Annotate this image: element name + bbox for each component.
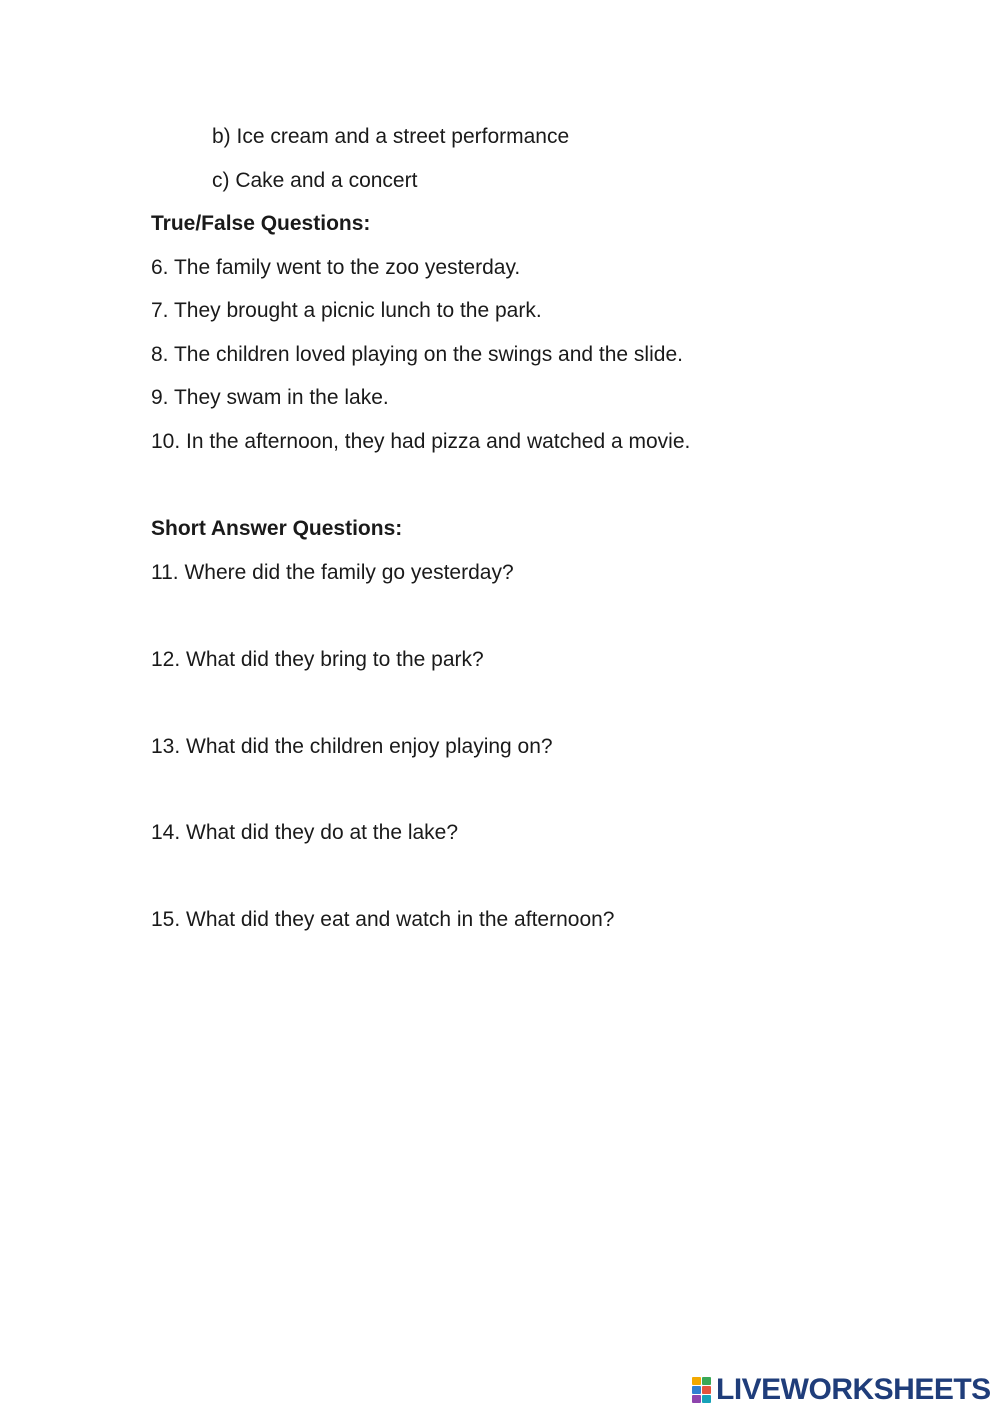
tf-question-9: 9. They swam in the lake. <box>151 386 389 409</box>
tf-question-6: 6. The family went to the zoo yesterday. <box>151 256 521 279</box>
logo-tile <box>702 1377 711 1385</box>
sa-question-15: 15. What did they eat and watch in the afternoon? <box>151 908 615 931</box>
mc-option-c: c) Cake and a concert <box>212 169 418 192</box>
sa-question-12: 12. What did they bring to the park? <box>151 648 484 671</box>
liveworksheets-logo-text: LIVEWORKSHEETS <box>716 1373 991 1406</box>
logo-tile <box>692 1386 701 1394</box>
true-false-heading: True/False Questions: <box>151 212 371 235</box>
logo-tile <box>692 1395 701 1403</box>
logo-tile <box>692 1377 701 1385</box>
sa-question-11: 11. Where did the family go yesterday? <box>151 561 514 584</box>
tf-question-10: 10. In the afternoon, they had pizza and watched a movie. <box>151 430 691 453</box>
sa-question-14: 14. What did they do at the lake? <box>151 821 459 844</box>
mc-option-b: b) Ice cream and a street performance <box>212 125 570 148</box>
tf-question-8: 8. The children loved playing on the swings and the slide. <box>151 343 683 366</box>
tf-question-7: 7. They brought a picnic lunch to the park. <box>151 299 542 322</box>
liveworksheets-logo-icon <box>692 1377 712 1403</box>
sa-question-13: 13. What did the children enjoy playing on? <box>151 735 553 758</box>
logo-tile <box>702 1395 711 1403</box>
liveworksheets-logo <box>692 1373 991 1407</box>
short-answer-heading: Short Answer Questions: <box>151 517 403 540</box>
logo-tile <box>702 1386 711 1394</box>
